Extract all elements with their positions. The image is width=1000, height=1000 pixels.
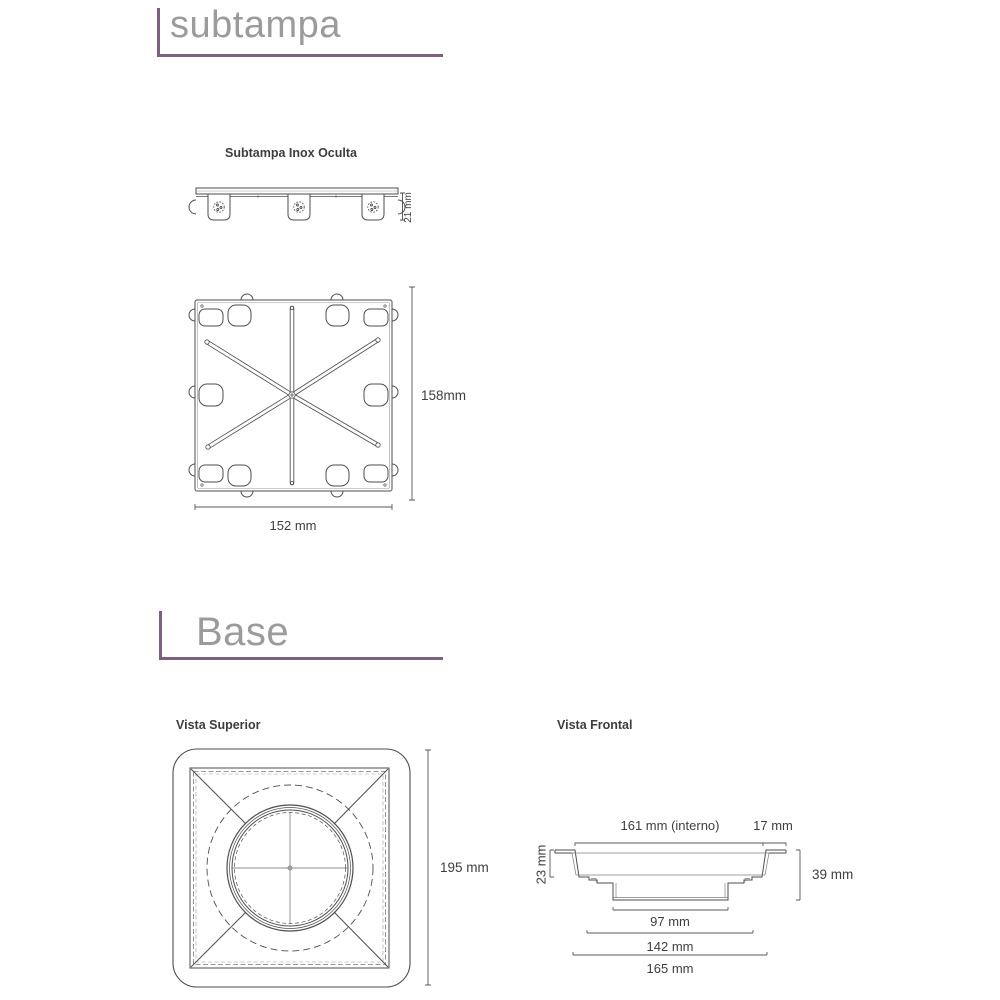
subtampa-front-view-label: Subtampa Inox Oculta — [225, 146, 357, 160]
subtampa-top-view-drawing — [186, 283, 486, 543]
subtampa-front-height-dim: 21 mm — [402, 192, 414, 223]
base-top-height-dim: 195 mm — [440, 860, 489, 875]
subtampa-accent-underline — [157, 54, 443, 57]
base-front-flange-width-dim: 17 mm — [753, 818, 793, 833]
base-front-inner-depth-dim-wrap — [521, 844, 557, 885]
subtampa-accent-bar-vertical — [157, 8, 160, 56]
base-front-inner-depth-dim: 23 mm — [533, 844, 549, 885]
subtampa-front-height-dim-wrap — [393, 192, 427, 223]
base-top-view-drawing — [168, 744, 468, 994]
base-front-view-label: Vista Frontal — [557, 718, 633, 732]
subtampa-section-title: subtampa — [170, 4, 341, 46]
base-front-total-height-dim: 39 mm — [812, 867, 854, 882]
base-section-title: Base — [196, 610, 290, 654]
subtampa-top-width-dim: 152 mm — [269, 518, 317, 533]
subtampa-top-height-dim: 158mm — [421, 388, 467, 403]
base-accent-bar-vertical — [159, 611, 162, 659]
base-front-mid-width-dim: 142 mm — [646, 939, 694, 954]
base-front-bottom-width-dim: 97 mm — [650, 914, 690, 929]
base-front-inner-width-dim: 161 mm (interno) — [620, 818, 720, 833]
base-front-outer-width-dim: 165 mm — [646, 961, 694, 976]
base-top-view-label: Vista Superior — [176, 718, 261, 732]
base-accent-underline — [159, 657, 443, 660]
